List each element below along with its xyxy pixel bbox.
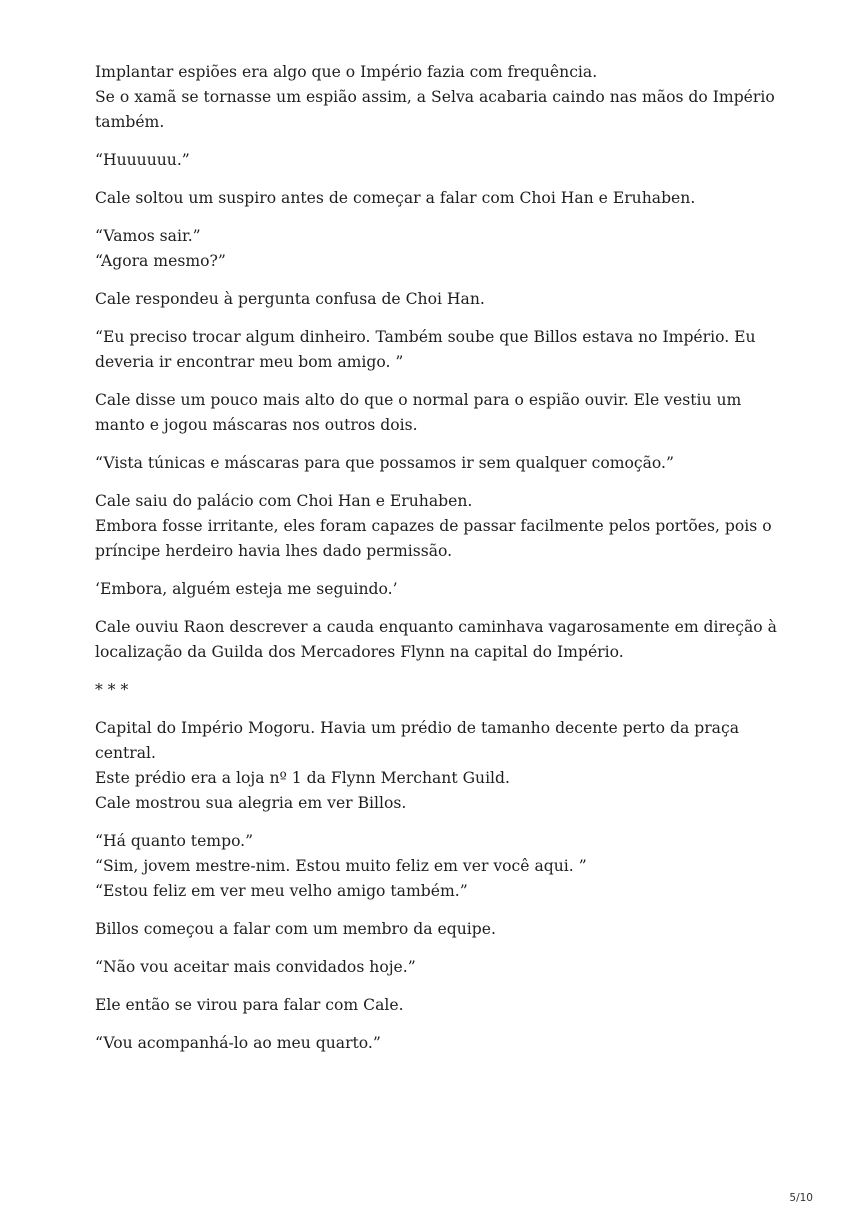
paragraph [95,615,785,665]
text-line: “Estou feliz em ver meu velho amigo também.” [95,882,468,900]
text-line: “Há quanto tempo.” [95,832,254,850]
text-line: * * * [95,681,129,699]
text-line: Billos começou a falar com um membro da equipe. [95,920,496,938]
page-number: 5/10 [789,1192,813,1204]
section-separator [95,678,785,703]
paragraph [95,829,785,904]
paragraph [95,224,785,274]
paragraph [95,148,785,173]
text-line: Cale respondeu à pergunta confusa de Choi Han. [95,290,485,308]
text-line: “Huuuuuu.” [95,151,190,169]
paragraph [95,577,785,602]
text-line: “Eu preciso trocar algum dinheiro. Também soube que Billos estava no Império. Eu deveria ir encontrar meu bom amigo. ” [95,328,756,371]
text-line: “Vamos sair.” [95,227,201,245]
text-line: Embora fosse irritante, eles foram capazes de passar facilmente pelos portões, pois o príncipe herdeiro havia lhes dado permissão. [95,517,772,560]
text-line: Ele então se virou para falar com Cale. [95,996,404,1014]
text-line: Capital do Império Mogoru. Havia um prédio de tamanho decente perto da praça central. [95,719,740,762]
text-line: Se o xamã se tornasse um espião assim, a Selva acabaria caindo nas mãos do Império também. [95,88,775,131]
text-line: “Vou acompanhá-lo ao meu quarto.” [95,1034,381,1052]
text-line: Implantar espiões era algo que o Império fazia com frequência. [95,63,598,81]
text-line: Este prédio era a loja nº 1 da Flynn Merchant Guild. [95,769,510,787]
text-line: “Vista túnicas e máscaras para que possamos ir sem qualquer comoção.” [95,454,674,472]
text-line: “Não vou aceitar mais convidados hoje.” [95,958,416,976]
paragraph [95,287,785,312]
text-line: Cale saiu do palácio com Choi Han e Eruhaben. [95,492,473,510]
paragraph [95,1031,785,1056]
paragraph [95,955,785,980]
paragraph [95,451,785,476]
paragraph [95,917,785,942]
paragraph [95,716,785,816]
paragraph [95,489,785,564]
paragraph [95,325,785,375]
text-line: “Sim, jovem mestre-nim. Estou muito feliz em ver você aqui. ” [95,857,587,875]
paragraph [95,60,785,135]
paragraph [95,388,785,438]
text-line: Cale mostrou sua alegria em ver Billos. [95,794,407,812]
paragraph [95,186,785,211]
text-line: Cale disse um pouco mais alto do que o normal para o espião ouvir. Ele vestiu um manto e jogou máscaras nos outros dois. [95,391,742,434]
text-line: ‘Embora, alguém esteja me seguindo.’ [95,580,398,598]
paragraph [95,993,785,1018]
text-line: Cale soltou um suspiro antes de começar a falar com Choi Han e Eruhaben. [95,189,696,207]
text-line: Cale ouviu Raon descrever a cauda enquanto caminhava vagarosamente em direção à localização da Guilda dos Mercadores Flynn na capital do Império. [95,618,777,661]
document-body [95,60,785,1069]
text-line: “Agora mesmo?” [95,252,226,270]
